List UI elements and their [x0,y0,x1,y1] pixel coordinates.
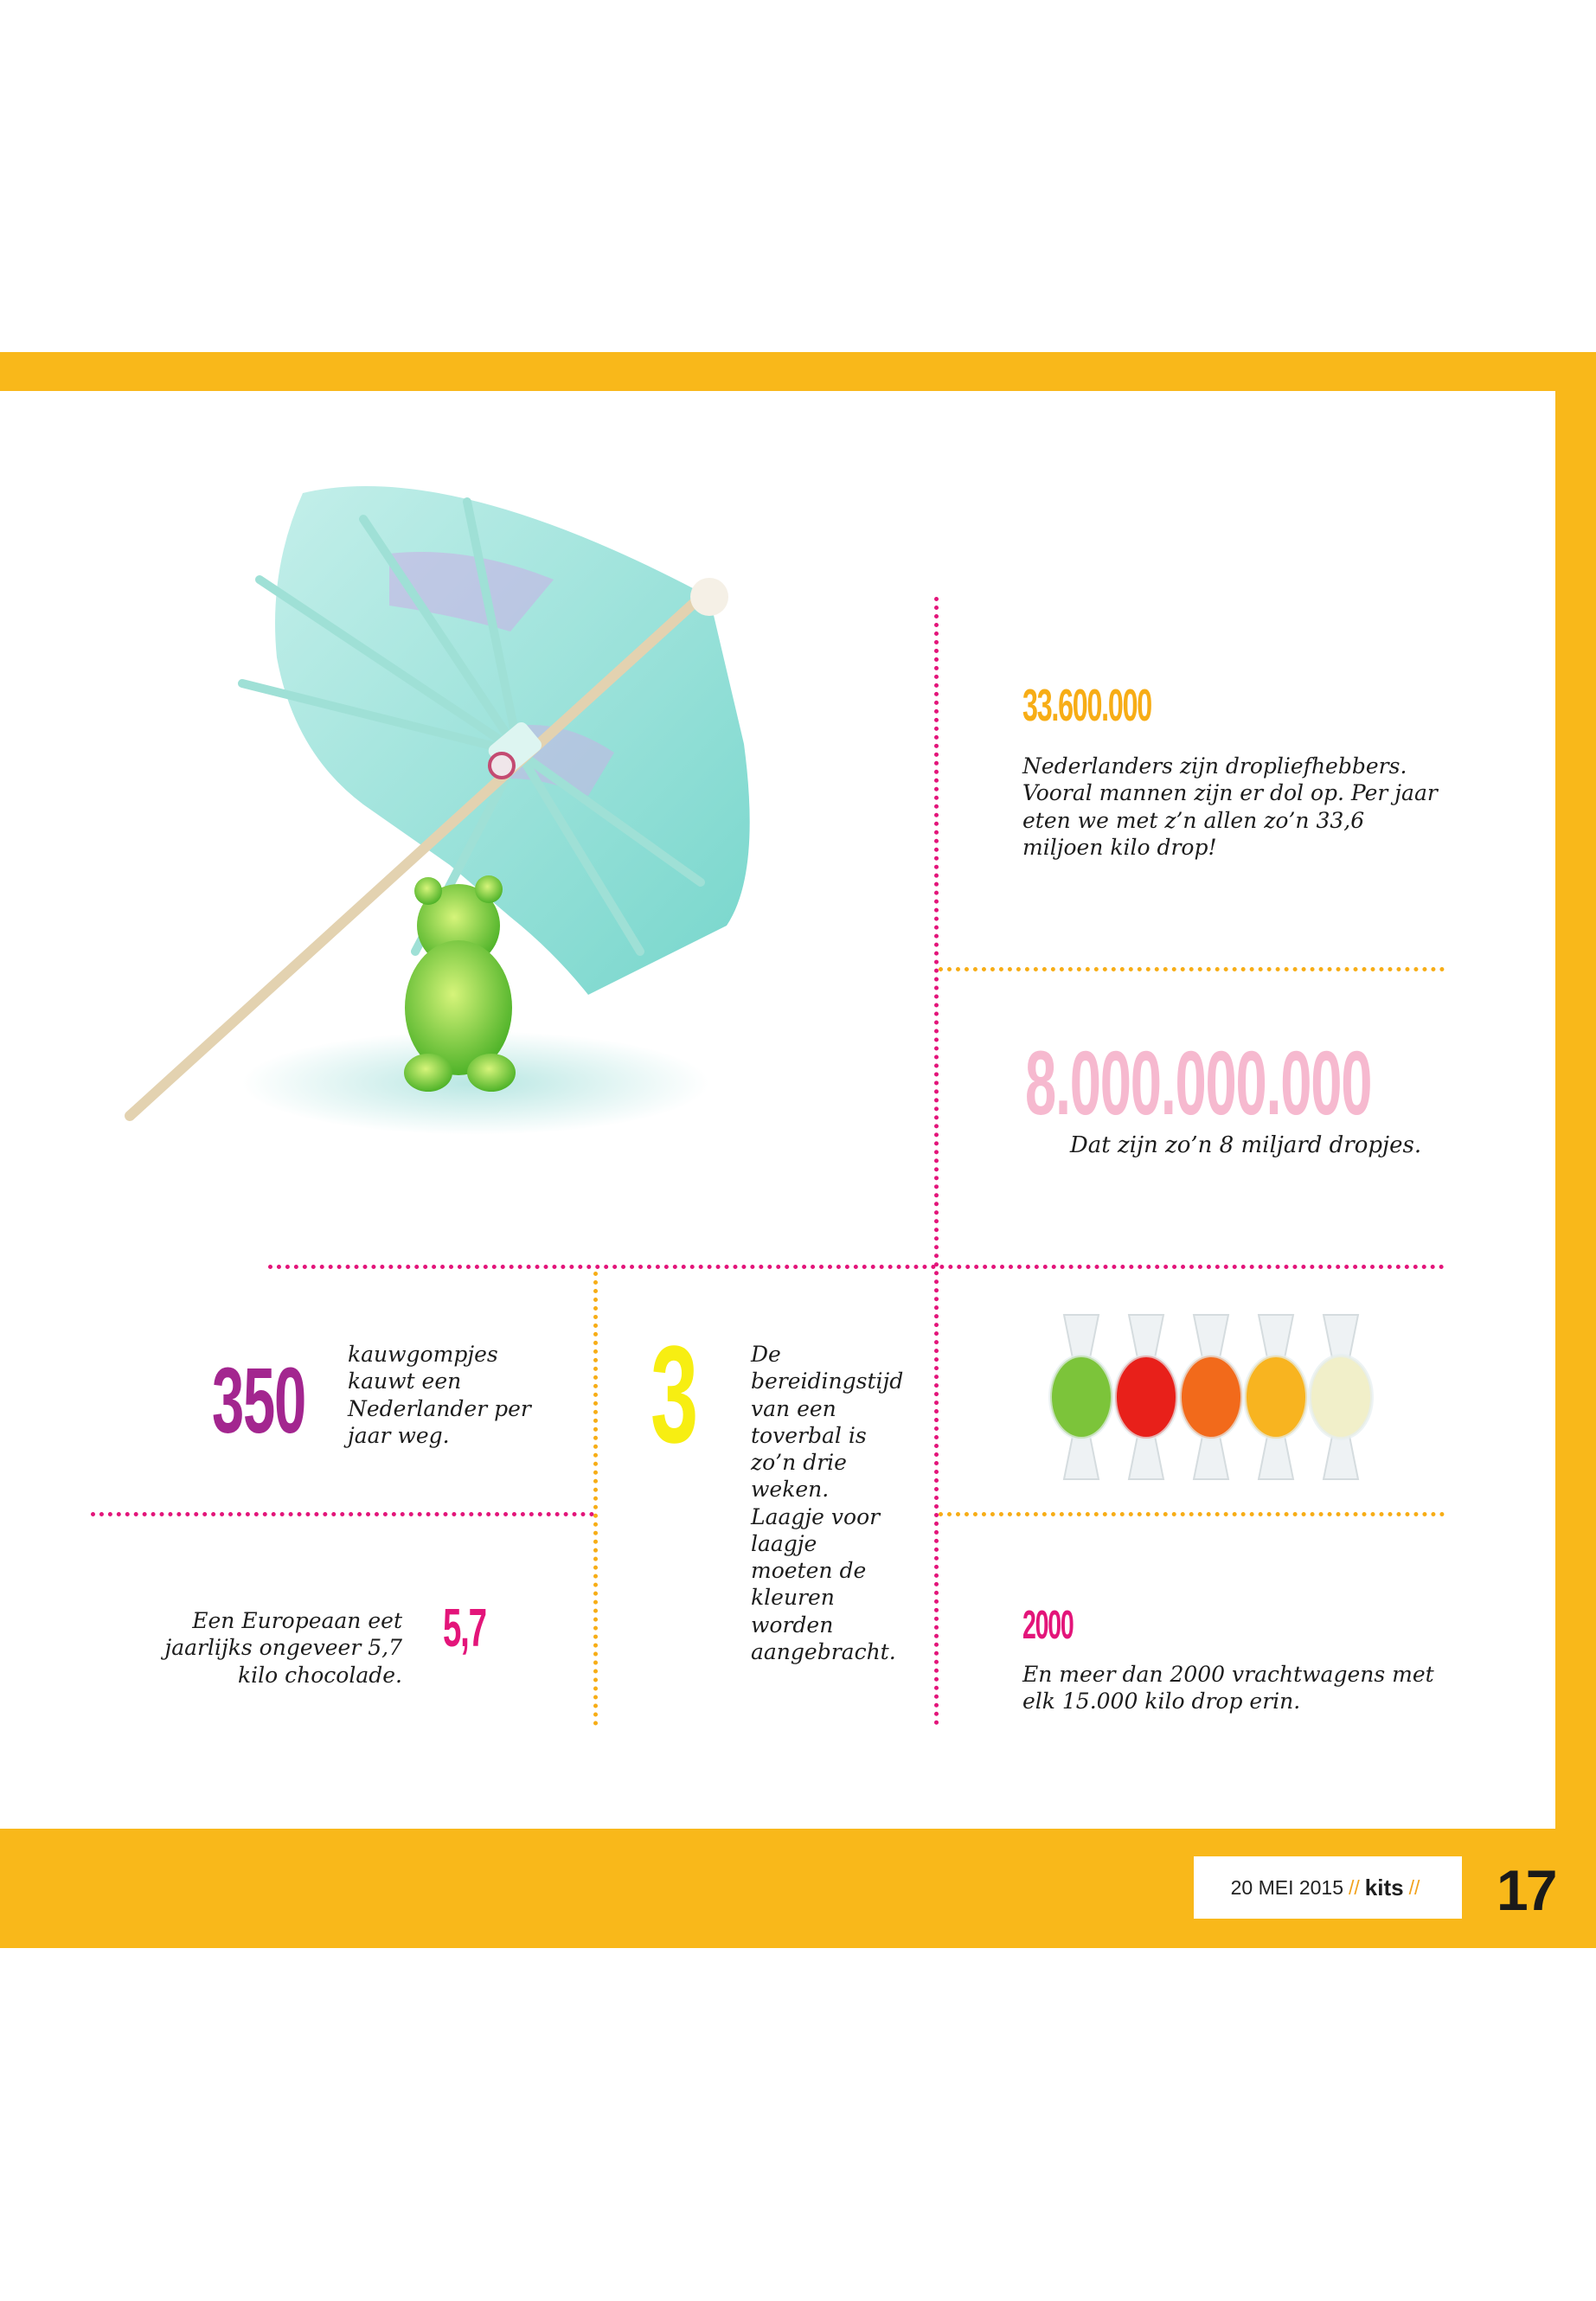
fact-drop-kilos-number: 33.600.000 [1022,681,1151,731]
divider-middle [268,1265,1445,1269]
fact-kauwgom-number: 350 [212,1348,306,1452]
fact-vrachtwagens-text: En meer dan 2000 vrachtwagens met elk 15.000 kilo drop erin. [1022,1662,1434,1715]
divider-right-lower [939,1512,1445,1516]
fact-vrachtwagens-number: 2000 [1022,1602,1074,1647]
divider-right-top [939,967,1445,971]
fact-dropjes-number: 8.000.000.000 [1025,1033,1372,1134]
fact-chocolade-number: 5,7 [443,1599,486,1658]
fact-drop-kilos-text: Nederlanders zijn dropliefhebbers. Vooral mannen zijn er dol op. Per jaar eten we met z’n allen zo’n 33,6 miljoen kilo drop! [1022,753,1438,860]
divider-vertical-main [934,597,939,1726]
footer-publication [1194,1856,1462,1919]
divider-vertical-left [593,1272,598,1726]
fact-kauwgom-text: kauwgompjes kauwt een Nederlander per jaar weg. [348,1342,531,1448]
fact-toverbal-text: De bereidingstijd van een toverbal is zo’n drie weken. Laagje voor laagje moeten de kleuren worden aangebracht. [751,1342,904,1664]
fact-toverbal-number: 3 [651,1317,697,1471]
divider-left-lower [91,1512,594,1516]
footer-date: 20 MEI 2015 [1230,1875,1344,1899]
fact-dropjes-text: Dat zijn zo’n 8 miljard dropjes. [1069,1132,1422,1158]
footer-magazine-name: kits [1364,1874,1404,1900]
umbrella-gummy-bear-image [104,467,848,1168]
candies-image [1038,1289,1427,1505]
footer-separator-end: // [1408,1875,1420,1899]
footer-separator: // [1349,1875,1360,1899]
fact-chocolade-text: Een Europeaan eet jaarlijks ongeveer 5,7 kilo chocolade. [164,1608,402,1688]
page-number: 17 [1497,1858,1555,1922]
